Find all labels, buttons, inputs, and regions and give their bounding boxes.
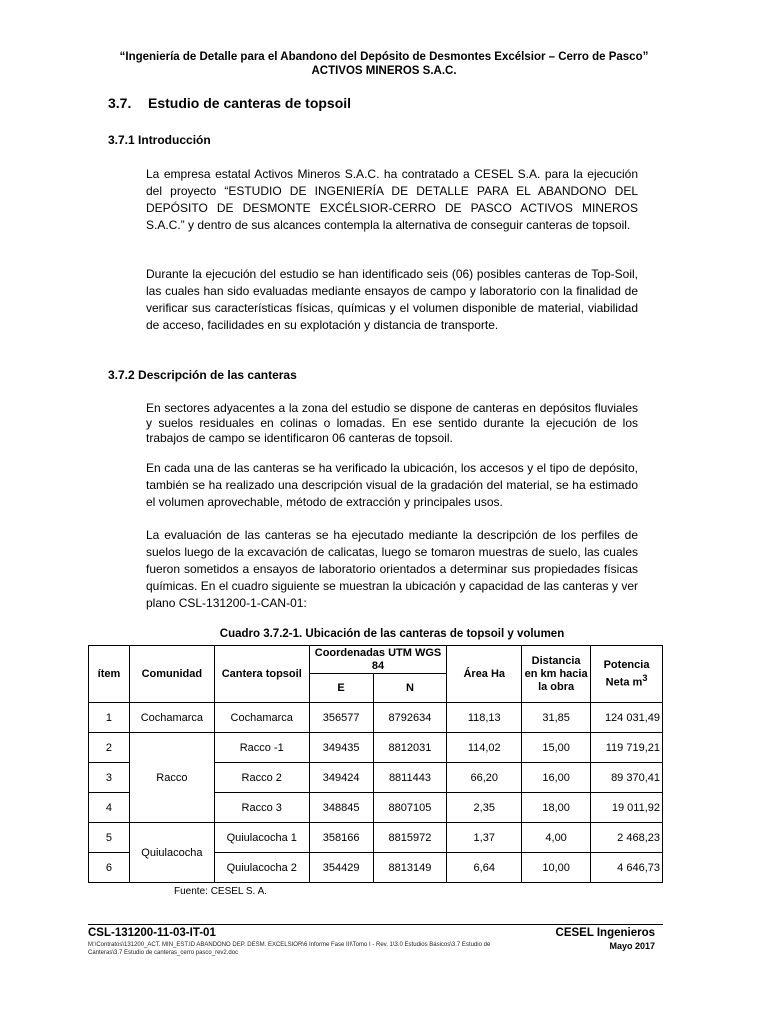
table-row — [89, 733, 663, 763]
cell-distance: 4,00 — [522, 823, 591, 853]
cell-item: 2 — [89, 733, 130, 763]
cell-e: 349424 — [309, 763, 373, 793]
cell-power: 4 646,73 — [591, 853, 663, 883]
cell-distance: 18,00 — [522, 793, 591, 823]
description-paragraph-2: En cada una de las canteras se ha verificado la ubicación, los accesos y el tipo de depósito, también se ha realizado una descripción visual de la gradación del material, se ha estimado el volumen aprovechable, método de extracción y principales usos. — [146, 461, 638, 509]
cell-distance: 16,00 — [522, 763, 591, 793]
cell-area: 1,37 — [447, 823, 522, 853]
cell-n: 8812031 — [373, 733, 447, 763]
cell-n: 8815972 — [373, 823, 447, 853]
quarries-table — [88, 645, 663, 883]
header-e: E — [309, 674, 373, 703]
cell-e: 349435 — [309, 733, 373, 763]
cell-item: 6 — [89, 853, 130, 883]
header-coordinates: Coordenadas UTM WGS 84 — [309, 646, 447, 674]
cell-e: 348845 — [309, 793, 373, 823]
header-power-label: Potencia Neta m — [603, 658, 650, 689]
cell-distance: 15,00 — [522, 733, 591, 763]
cell-power: 19 011,92 — [591, 793, 663, 823]
table-row — [89, 703, 663, 733]
section-number: 3.7. — [108, 95, 132, 111]
table-row — [89, 823, 663, 853]
table-source: Fuente: CESEL S. A. — [174, 886, 268, 897]
cell-distance: 31,85 — [522, 703, 591, 733]
header-n: N — [373, 674, 447, 703]
cell-quarry: Racco 3 — [214, 793, 309, 823]
footer-date: Mayo 2017 — [609, 941, 655, 951]
intro-heading: 3.7.1 Introducción — [108, 133, 211, 147]
header-community: Comunidad — [129, 646, 214, 703]
intro-paragraph-1: La empresa estatal Activos Mineros S.A.C. ha contratado a CESEL S.A. para la ejecución del proyecto “ESTUDIO DE INGENIERÍA DE DETALLE PARA EL ABANDONO DEL DEPÓSITO DE DESMONTE EXCÉLSIOR-CERRO DE PASCO ACTIVOS MINEROS S.A.C.” y dentro de sus alcances contempla la alternativa de conseguir canteras de topsoil. — [146, 167, 638, 232]
cell-community: Racco — [129, 733, 214, 823]
cell-power: 124 031,49 — [591, 703, 663, 733]
section-title: Estudio de canteras de topsoil — [148, 95, 352, 111]
header-power-exponent: 3 — [642, 672, 648, 683]
header-item: ítem — [89, 646, 130, 703]
cell-e: 354429 — [309, 853, 373, 883]
cell-power: 89 370,41 — [591, 763, 663, 793]
cell-quarry: Quiulacocha 2 — [214, 853, 309, 883]
cell-community: Cochamarca — [129, 703, 214, 733]
table-caption: Cuadro 3.7.2-1. Ubicación de las canteras de topsoil y volumen — [219, 628, 565, 640]
cell-n: 8813149 — [373, 853, 447, 883]
cell-e: 356577 — [309, 703, 373, 733]
cell-quarry: Cochamarca — [214, 703, 309, 733]
description-heading: 3.7.2 Descripción de las canteras — [108, 368, 297, 382]
footer-document-code: CSL-131200-11-03-IT-01 — [88, 927, 216, 939]
intro-paragraph-2: Durante la ejecución del estudio se han identificado seis (06) posibles canteras de Top-Soil, las cuales han sido evaluadas mediante ensayos de campo y laboratorio con la finalidad de verificar sus características físicas, químicas y el volumen disponible de material, viabilidad de acceso, facilidades en su explotación y distancia de transporte. — [146, 267, 638, 332]
footer-divider — [88, 924, 663, 925]
header-power — [591, 646, 663, 703]
cell-n: 8807105 — [373, 793, 447, 823]
document-header — [60, 50, 708, 78]
cell-quarry: Racco -1 — [214, 733, 309, 763]
header-project-title: “Ingeniería de Detalle para el Abandono del Depósito de Desmontes Excélsior – Cerro de Pasco” — [119, 51, 649, 63]
cell-n: 8811443 — [373, 763, 447, 793]
cell-e: 358166 — [309, 823, 373, 853]
cell-item: 3 — [89, 763, 130, 793]
cell-quarry: Quiulacocha 1 — [214, 823, 309, 853]
description-paragraph-3: La evaluación de las canteras se ha ejecutado mediante la descripción de los perfiles de suelos luego de la excavación de calicatas, luego se tomaron muestras de suelo, las cuales fueron sometidos a ensayos de laboratorio orientados a determinar sus propiedades físicas químicas. En el cuadro siguiente se muestran la ubicación y capacidad de las canteras y ver plano CSL-131200-1-CAN-01: — [146, 528, 638, 610]
footer-company: CESEL Ingenieros — [555, 927, 655, 939]
cell-area: 66,20 — [447, 763, 522, 793]
header-distance: Distancia en km hacia la obra — [522, 646, 591, 703]
header-client: ACTIVOS MINEROS S.A.C. — [311, 65, 457, 77]
cell-quarry: Racco 2 — [214, 763, 309, 793]
cell-power: 119 719,21 — [591, 733, 663, 763]
section-heading — [108, 95, 351, 111]
header-area: Área Ha — [447, 646, 522, 703]
cell-n: 8792634 — [373, 703, 447, 733]
cell-item: 4 — [89, 793, 130, 823]
description-paragraph-1: En sectores adyacentes a la zona del estudio se dispone de canteras en depósitos fluviales y suelos residuales en colinas o lomadas. En ese sentido durante la ejecución de los trabajos de campo se identificaron 06 canteras de topsoil. — [146, 401, 638, 445]
cell-area: 118,13 — [447, 703, 522, 733]
cell-distance: 10,00 — [522, 853, 591, 883]
cell-item: 1 — [89, 703, 130, 733]
cell-power: 2 468,23 — [591, 823, 663, 853]
cell-item: 5 — [89, 823, 130, 853]
cell-community: Quiulacocha — [129, 823, 214, 883]
cell-area: 2,35 — [447, 793, 522, 823]
header-quarry: Cantera topsoil — [214, 646, 309, 703]
footer-file-path: M:\Contratos\131200_ACT. MIN_EST.ID ABANDONO DEP. DESM. EXCELSIOR\6 Informe Fase III\Tomo I - Rev. 1\3.0 Estudios Básicos\3.7 Estudio de Canteras\3.7 Estudio de canteras_cerro pasco_rev2.doc — [88, 942, 491, 956]
cell-area: 114,02 — [447, 733, 522, 763]
cell-area: 6,64 — [447, 853, 522, 883]
